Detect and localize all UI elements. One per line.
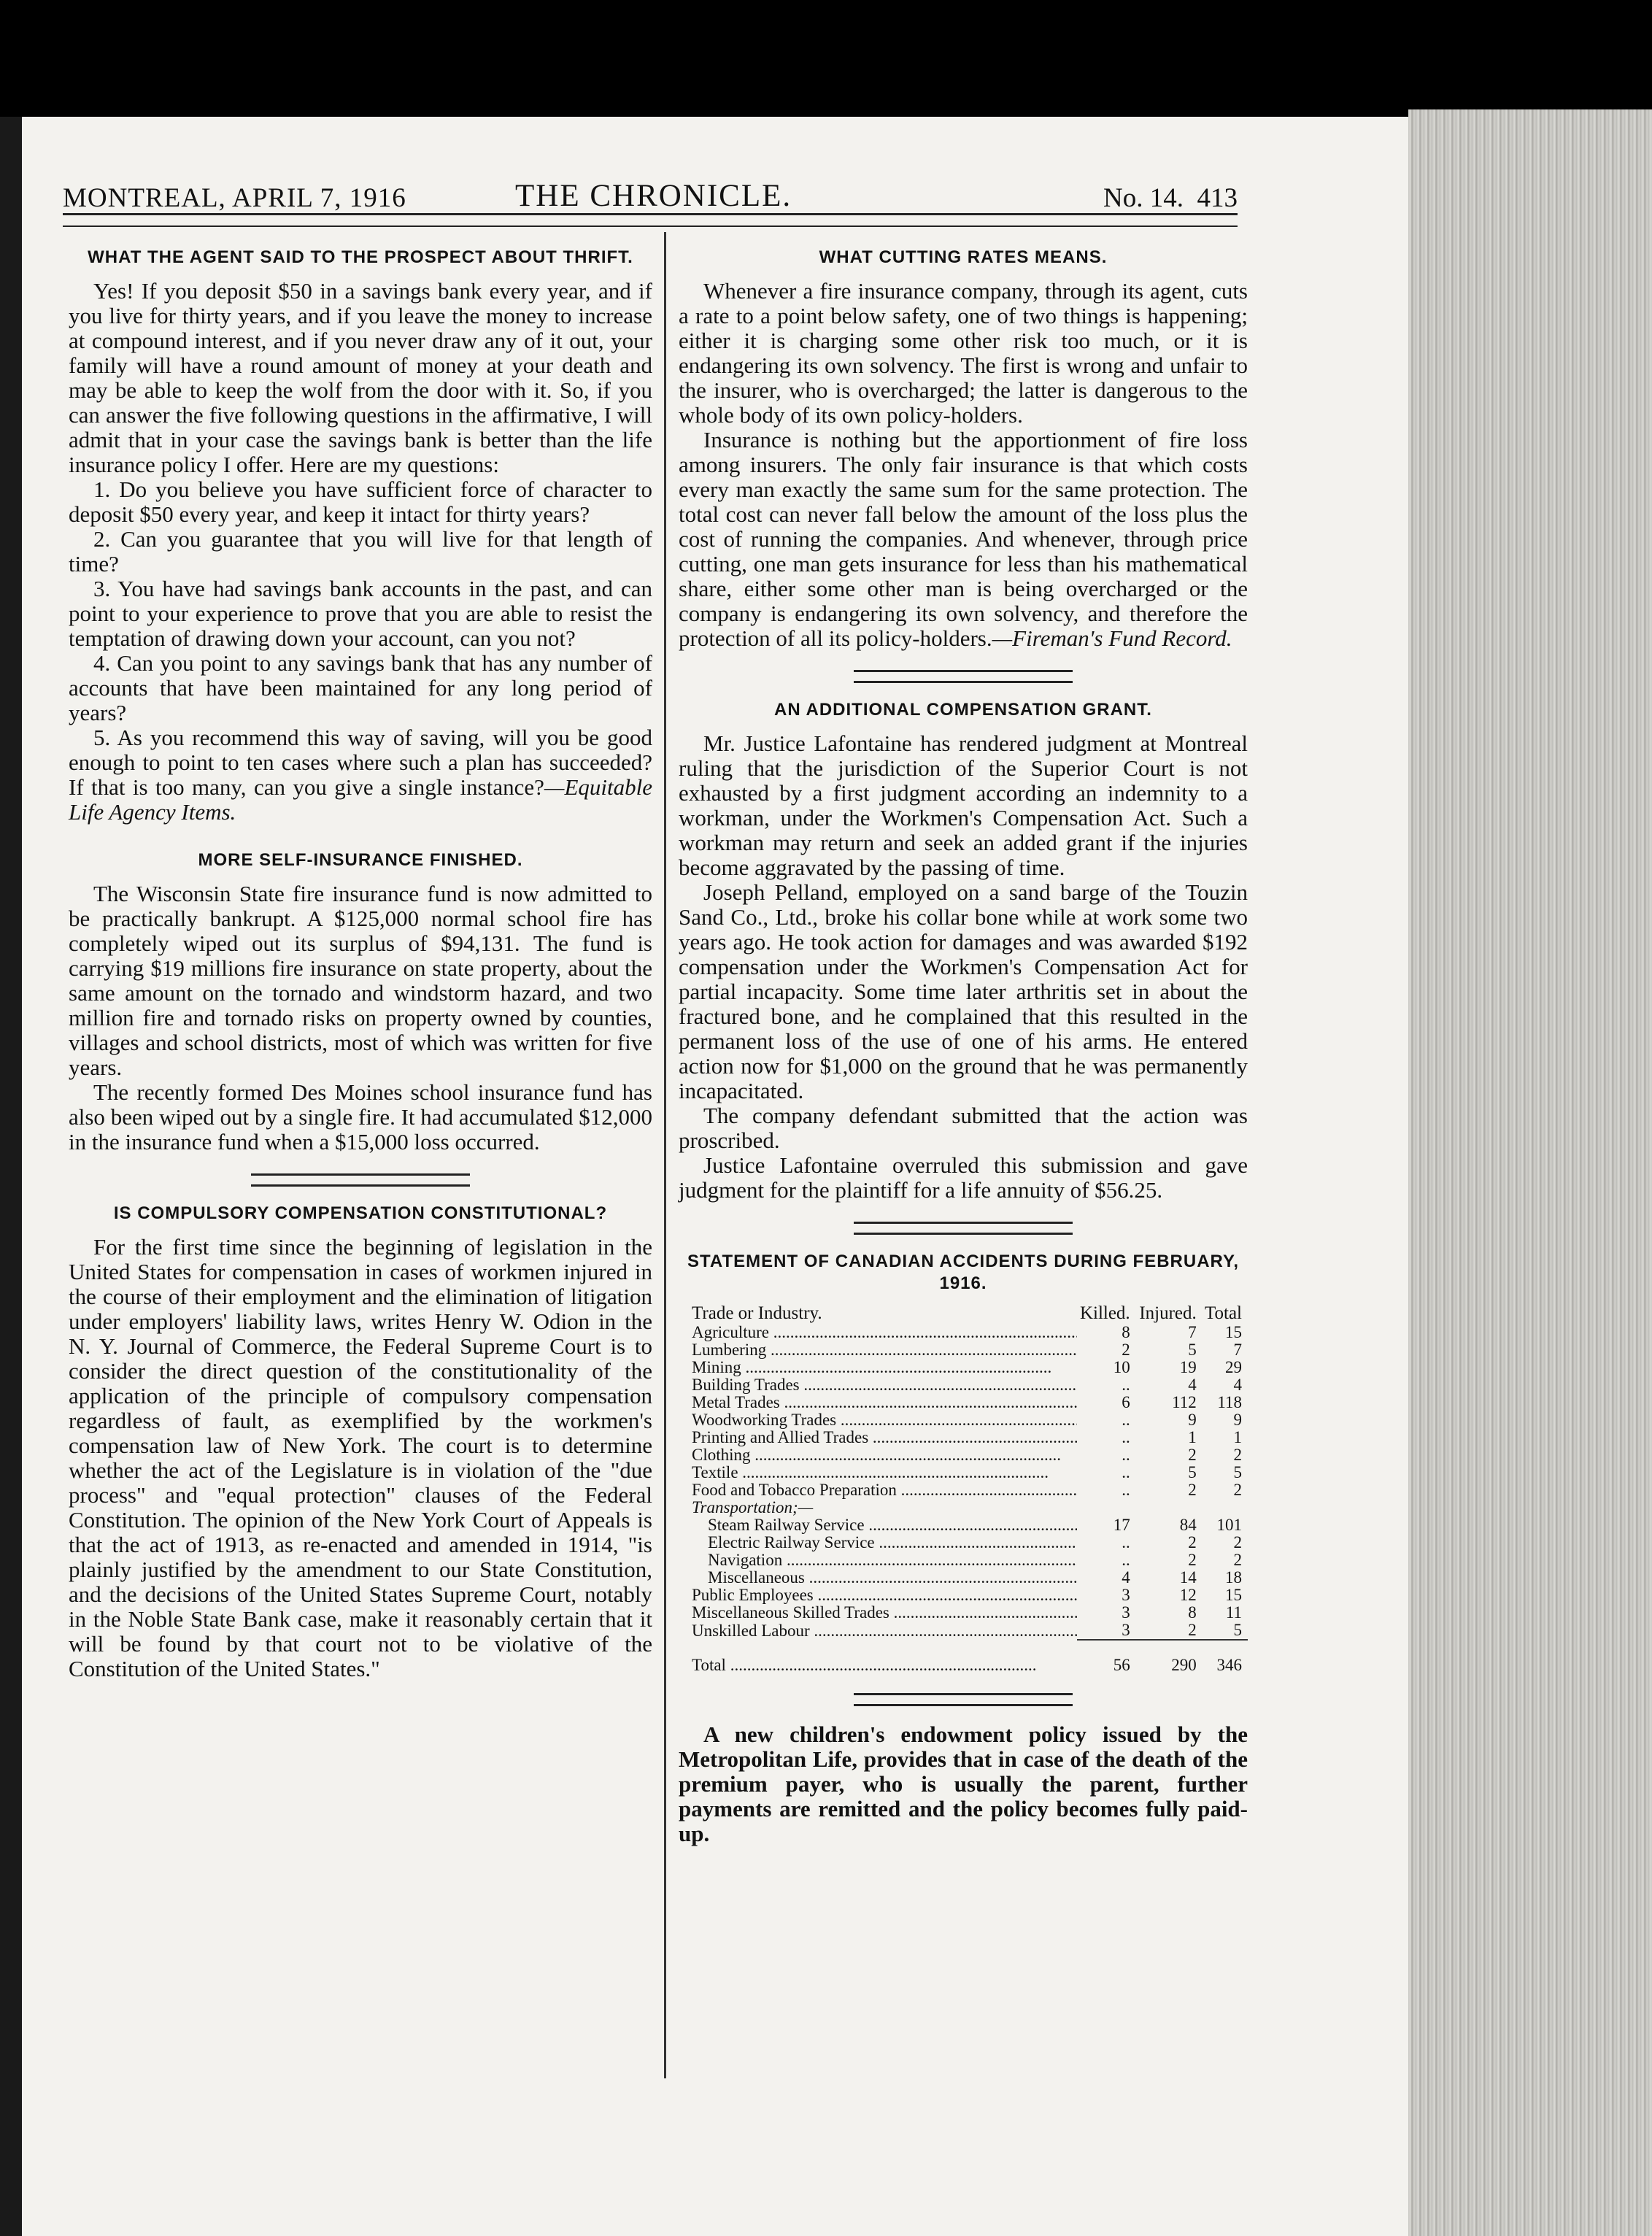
total-cell-text: 118 [1217, 1393, 1242, 1411]
industry-cell [679, 1446, 1077, 1464]
table-row [679, 1569, 1248, 1587]
injured-cell [1136, 1604, 1203, 1622]
table-row [679, 1429, 1248, 1446]
injured-cell [1136, 1341, 1203, 1359]
industry-cell-text: Agriculture ..... [692, 1324, 1077, 1341]
industry-cell [679, 1587, 1077, 1604]
industry-cell-text: Navigation ..... [708, 1551, 1077, 1569]
total-cell [1203, 1359, 1248, 1376]
section-rule [251, 1173, 470, 1187]
running-header [63, 175, 1238, 219]
injured-cell [1136, 1551, 1203, 1569]
industry-cell-text: Unskilled Labour ..... [692, 1622, 1077, 1640]
total-cell [1203, 1516, 1248, 1534]
table-row [679, 1446, 1248, 1464]
total-cell [1203, 1394, 1248, 1411]
total-cell-text: 29 [1225, 1358, 1242, 1376]
paragraph [679, 428, 1248, 651]
injured-cell-text: 2 [1188, 1551, 1197, 1569]
table-row [679, 1464, 1248, 1481]
article-heading: AN ADDITIONAL COMPENSATION GRANT. [774, 700, 1152, 720]
killed-cell [1077, 1534, 1136, 1551]
table-row [679, 1587, 1248, 1604]
total-label-text: Total ..... [692, 1656, 1036, 1674]
table-row [679, 1411, 1248, 1429]
killed-cell-text: 3 [1122, 1603, 1130, 1622]
total-label [679, 1640, 1077, 1674]
table-body [679, 1324, 1248, 1674]
killed-cell [1077, 1411, 1136, 1429]
injured-cell-text: 2 [1188, 1446, 1197, 1464]
industry-cell-text: Miscellaneous ..... [708, 1569, 1077, 1587]
killed-cell [1077, 1587, 1136, 1604]
industry-cell-text: Woodworking Trades ..... [692, 1411, 1077, 1429]
total-cell [1203, 1534, 1248, 1551]
injured-cell [1136, 1324, 1203, 1341]
killed-cell [1077, 1551, 1136, 1569]
industry-cell-text: Food and Tobacco Preparation ..... [692, 1481, 1077, 1499]
killed-cell [1077, 1429, 1136, 1446]
total-cell-text: 2 [1233, 1551, 1242, 1569]
paragraph: The recently formed Des Moines school insurance fund has also been wiped out by a single fire. It had accumulated $12,000 in the insurance fund when a $15,000 loss occurred. [69, 1079, 652, 1154]
total-total-text: 346 [1216, 1656, 1242, 1674]
killed-cell [1077, 1516, 1136, 1534]
injured-cell [1136, 1429, 1203, 1446]
table-header-row [679, 1305, 1248, 1324]
industry-cell [679, 1359, 1077, 1376]
total-cell [1203, 1324, 1248, 1341]
paragraph: For the first time since the beginning of legislation in the United States for compensation in cases of workmen injured in the course of their employment and the elimination of litigation under employers' liability laws, writes Henry W. Odion in the N. Y. Journal of Commerce, the Federal Supreme Court is to consider the direct question of the constitutionality of the application of the principle of compulsory compensation regardless of fault, as exemplified by the workmen's compensation law of New York. The court is to determine whether the act of the Legislature is in violation of the "due process" and "equal protection" clauses of the Federal Constitution. The opinion of the New York Court of Appeals is that the act of 1913, as re-enacted and amended in 1914, "is plainly justified by the amendment to our State Constitution, and the decisions of the United States Supreme Court, notably in the Noble State Bank case, make it reasonably certain that it will be found by that court not to be violative of the Constitution of the United States." [69, 1234, 652, 1681]
industry-cell [679, 1481, 1077, 1499]
col-header-total: Total [1204, 1303, 1242, 1323]
killed-cell [1077, 1376, 1136, 1394]
header-rule [63, 213, 1238, 227]
total-cell [1203, 1604, 1248, 1622]
paragraph: The company defendant submitted that the action was proscribed. [679, 1103, 1248, 1153]
total-killed-text: 56 [1113, 1656, 1130, 1674]
table-row [679, 1394, 1248, 1411]
article-heading: IS COMPULSORY COMPENSATION CONSTITUTIONAL? [113, 1203, 608, 1223]
industry-cell-text: Steam Railway Service ..... [708, 1516, 1077, 1534]
total-cell [1203, 1587, 1248, 1604]
killed-cell [1077, 1341, 1136, 1359]
injured-cell [1136, 1587, 1203, 1604]
col-header-injured: Injured. [1139, 1303, 1197, 1323]
killed-cell-text: 17 [1113, 1516, 1130, 1534]
total-cell-text: 11 [1225, 1603, 1242, 1622]
article-source: —Fireman's Fund Record. [992, 625, 1232, 651]
industry-cell [679, 1534, 1077, 1551]
injured-cell [1136, 1376, 1203, 1394]
injured-cell [1136, 1359, 1203, 1376]
paragraph: Whenever a fire insurance company, through its agent, cuts a rate to a point below safety, one of two things is happening; either it is charging some other risk too much, or it is endangering its own solvency. The first is wrong and unfair to the insurer, who is overcharged; the latter is dangerous to the whole body of its own policy-holders. [679, 278, 1248, 428]
header-title: THE CHRONICLE. [515, 179, 792, 213]
industry-cell-text: Metal Trades ..... [692, 1394, 1077, 1411]
question-5-text: 5. As you recommend this way of saving, will you be good enough to point to ten cases where such a plan has succeeded? If that is too many, can you give a single instance? [69, 725, 652, 800]
accidents-table [679, 1305, 1248, 1674]
table-row [679, 1604, 1248, 1622]
injured-cell [1136, 1622, 1203, 1640]
table-row [679, 1551, 1248, 1569]
industry-cell-text: Building Trades ..... [692, 1376, 1077, 1394]
injured-cell-text: 5 [1188, 1463, 1197, 1481]
left-column [69, 241, 652, 1681]
article-heading: WHAT THE AGENT SAID TO THE PROSPECT ABOUT THRIFT. [88, 247, 633, 267]
table-row [679, 1622, 1248, 1640]
killed-cell-text: 3 [1122, 1621, 1130, 1639]
killed-cell-text: 4 [1122, 1568, 1130, 1587]
injured-cell-text: 112 [1172, 1393, 1197, 1411]
accidents-table-wrap [679, 1305, 1248, 1674]
total-cell-text: 101 [1216, 1516, 1242, 1534]
total-cell [1203, 1411, 1248, 1429]
injured-cell-text: 4 [1188, 1376, 1197, 1394]
col-header-killed: Killed. [1079, 1303, 1130, 1323]
killed-cell [1077, 1446, 1136, 1464]
killed-cell-text: .. [1122, 1376, 1130, 1394]
injured-cell-text: 8 [1188, 1603, 1197, 1622]
paragraph: Joseph Pelland, employed on a sand barge of the Touzin Sand Co., Ltd., broke his collar bone while at work some two years ago. He took action for damages and was awarded $192 compensation under the Workmen's Compensation Act for partial incapacity. Some time later arthritis set in about the fractured bone, and he complained that this resulted in the permanent loss of the use of one of his arms. He entered action now for $1,000 on the ground that he was permanently incapacitated. [679, 879, 1248, 1103]
total-killed [1077, 1640, 1136, 1674]
injured-cell-text: 84 [1179, 1516, 1197, 1534]
industry-cell-text: Miscellaneous Skilled Trades ..... [692, 1604, 1077, 1622]
header-issue [1103, 182, 1238, 214]
table-row [679, 1324, 1248, 1341]
industry-cell [679, 1551, 1077, 1569]
industry-cell [679, 1464, 1077, 1481]
total-cell-text: 9 [1233, 1411, 1242, 1429]
industry-cell-text: Public Employees ..... [692, 1587, 1077, 1604]
question-3: 3. You have had savings bank accounts in the past, and can point to your experience to prove that you are able to resist the temptation of drawing down your account, can you not? [69, 576, 652, 651]
killed-cell [1077, 1394, 1136, 1411]
paragraph: The Wisconsin State fire insurance fund is now admitted to be practically bankrupt. A $125,000 normal school fire has completely wiped out its surplus of $94,131. The fund is carrying $19 millions fire insurance on state property, about the same amount on the tornado and windstorm hazard, and two million fire and tornado risks on property owned by counties, villages and school districts, most of which was written for five years. [69, 881, 652, 1080]
injured-cell [1136, 1446, 1203, 1464]
industry-cell-text: Printing and Allied Trades ..... [692, 1429, 1077, 1446]
injured-cell-text: 2 [1188, 1533, 1197, 1551]
question-1: 1. Do you believe you have sufficient force of character to deposit $50 every year, and keep it intact for thirty years? [69, 477, 652, 527]
section-rule [854, 670, 1073, 683]
killed-cell [1077, 1481, 1136, 1499]
total-cell-text: 15 [1225, 1323, 1242, 1341]
total-cell [1203, 1551, 1248, 1569]
injured-cell-text: 2 [1188, 1481, 1197, 1499]
injured-cell-text: 14 [1179, 1568, 1197, 1587]
total-cell-text: 5 [1233, 1463, 1242, 1481]
table-row [679, 1341, 1248, 1359]
paragraph: A new children's endowment policy issued by the Metropolitan Life, provides that in case of the death of the premium payer, who is usually the parent, further payments are remitted and the policy becomes fully paid-up. [679, 1722, 1248, 1846]
killed-cell-text: .. [1122, 1551, 1130, 1569]
industry-cell-text: Electric Railway Service ..... [708, 1534, 1077, 1551]
total-cell-text: 7 [1233, 1341, 1242, 1359]
page-number: 413 [1197, 183, 1238, 213]
industry-cell [679, 1516, 1077, 1534]
injured-cell-text: 1 [1188, 1428, 1197, 1446]
injured-cell [1136, 1516, 1203, 1534]
industry-cell-text: Textile ..... [692, 1464, 1049, 1481]
killed-cell-text: 10 [1113, 1358, 1130, 1376]
paragraph: Mr. Justice Lafontaine has rendered judgment at Montreal ruling that the jurisdiction of the Superior Court is not exhausted by a first judgment according an indemnity to a workman, under the Workmen's Compensation Act. Such a workman may return and seek an added grant if the injuries become aggravated by the passing of time. [679, 730, 1248, 880]
killed-cell [1077, 1569, 1136, 1587]
issue-number: No. 14. [1103, 183, 1184, 213]
total-cell-text: 18 [1225, 1568, 1242, 1587]
injured-cell-text: 19 [1179, 1358, 1197, 1376]
injured-cell-text: 5 [1188, 1341, 1197, 1359]
injured-cell [1136, 1411, 1203, 1429]
killed-cell-text: 3 [1122, 1586, 1130, 1604]
question-4: 4. Can you point to any savings bank that has any number of accounts that have been maintained for any long period of years? [69, 650, 652, 725]
killed-cell [1077, 1359, 1136, 1376]
table-section-row [679, 1499, 1248, 1516]
total-cell-text: 1 [1233, 1428, 1242, 1446]
paragraph: Yes! If you deposit $50 in a savings bank every year, and if you live for thirty years, and if you leave the money to increase at compound interest, and if you never draw any of it out, your family will have a round amount of money at your death and may be able to keep the wolf from the door with it. So, if you can answer the five following questions in the affirmative, I will admit that in your case the savings bank is better than the life insurance policy I offer. Here are my questions: [69, 278, 652, 477]
killed-cell-text: 6 [1122, 1393, 1130, 1411]
industry-cell [679, 1411, 1077, 1429]
industry-cell-text: Lumbering ..... [692, 1341, 1077, 1359]
killed-cell-text: .. [1122, 1411, 1130, 1429]
total-injured [1136, 1640, 1203, 1674]
killed-cell [1077, 1604, 1136, 1622]
industry-cell [679, 1394, 1077, 1411]
col-header-industry: Trade or Industry. [692, 1303, 822, 1323]
industry-cell [679, 1341, 1077, 1359]
total-cell-text: 4 [1233, 1376, 1242, 1394]
header-location-date: MONTREAL, APRIL 7, 1916 [63, 183, 406, 213]
industry-cell [679, 1429, 1077, 1446]
injured-cell [1136, 1464, 1203, 1481]
total-cell-text: 2 [1233, 1481, 1242, 1499]
total-cell-text: 5 [1233, 1621, 1242, 1639]
industry-cell-text: Clothing ..... [692, 1446, 1061, 1464]
section-rule [854, 1693, 1073, 1706]
industry-cell [679, 1324, 1077, 1341]
total-cell [1203, 1464, 1248, 1481]
question-5 [69, 725, 652, 825]
article-source: —Equitable Life Agency Items. [69, 774, 652, 825]
killed-cell-text: .. [1122, 1446, 1130, 1464]
article-heading: WHAT CUTTING RATES MEANS. [819, 247, 1108, 267]
table-row [679, 1376, 1248, 1394]
total-cell [1203, 1376, 1248, 1394]
killed-cell-text: .. [1122, 1428, 1130, 1446]
industry-cell [679, 1604, 1077, 1622]
killed-cell [1077, 1324, 1136, 1341]
total-cell [1203, 1446, 1248, 1464]
total-cell-text: 2 [1233, 1533, 1242, 1551]
table-row [679, 1534, 1248, 1551]
injured-cell-text: 2 [1188, 1621, 1197, 1639]
table-heading: STATEMENT OF CANADIAN ACCIDENTS DURING FEBRUARY, 1916. [687, 1252, 1239, 1293]
killed-cell [1077, 1622, 1136, 1640]
killed-cell-text: .. [1122, 1533, 1130, 1551]
injured-cell [1136, 1534, 1203, 1551]
killed-cell-text: .. [1122, 1481, 1130, 1499]
total-total [1203, 1640, 1248, 1674]
killed-cell-text: 8 [1122, 1323, 1130, 1341]
industry-cell [679, 1569, 1077, 1587]
right-column [679, 241, 1248, 1846]
total-cell [1203, 1622, 1248, 1640]
industry-cell-text: Mining ..... [692, 1359, 1051, 1376]
injured-cell-text: 12 [1179, 1586, 1197, 1604]
total-cell-text: 2 [1233, 1446, 1242, 1464]
injured-cell [1136, 1481, 1203, 1499]
article-heading: MORE SELF-INSURANCE FINISHED. [198, 850, 523, 870]
injured-cell [1136, 1394, 1203, 1411]
killed-cell [1077, 1464, 1136, 1481]
killed-cell-text: .. [1122, 1463, 1130, 1481]
total-injured-text: 290 [1171, 1656, 1197, 1674]
table-row [679, 1359, 1248, 1376]
table-row [679, 1516, 1248, 1534]
page-edges [1408, 109, 1652, 2236]
industry-cell [679, 1376, 1077, 1394]
killed-cell-text: 2 [1122, 1341, 1130, 1359]
total-cell [1203, 1429, 1248, 1446]
total-cell [1203, 1341, 1248, 1359]
table-row [679, 1481, 1248, 1499]
question-2: 2. Can you guarantee that you will live for that length of time? [69, 526, 652, 577]
total-cell-text: 15 [1225, 1586, 1242, 1604]
column-divider [664, 232, 666, 2078]
total-cell [1203, 1569, 1248, 1587]
table-total-row [679, 1640, 1248, 1674]
paragraph-text: Insurance is nothing but the apportionment of fire loss among insurers. The only fair insurance is that which costs every man exactly the same sum for the same protection. The total cost can never fall below the amount of the loss plus the cost of running the companies. And whenever, through price cutting, one man gets insurance for less than his mathematical share, either some other man is being overcharged or the company is endangering its own solvency, and therefore the protection of all its policy-holders. [679, 427, 1248, 651]
paragraph: Justice Lafontaine overruled this submission and gave judgment for the plaintiff for a life annuity of $56.25. [679, 1152, 1248, 1203]
total-cell [1203, 1481, 1248, 1499]
injured-cell-text: 7 [1188, 1323, 1197, 1341]
industry-cell [679, 1622, 1077, 1640]
section-rule [854, 1222, 1073, 1235]
injured-cell-text: 9 [1188, 1411, 1197, 1429]
transport-label: Transportation;— [692, 1499, 814, 1516]
injured-cell [1136, 1569, 1203, 1587]
